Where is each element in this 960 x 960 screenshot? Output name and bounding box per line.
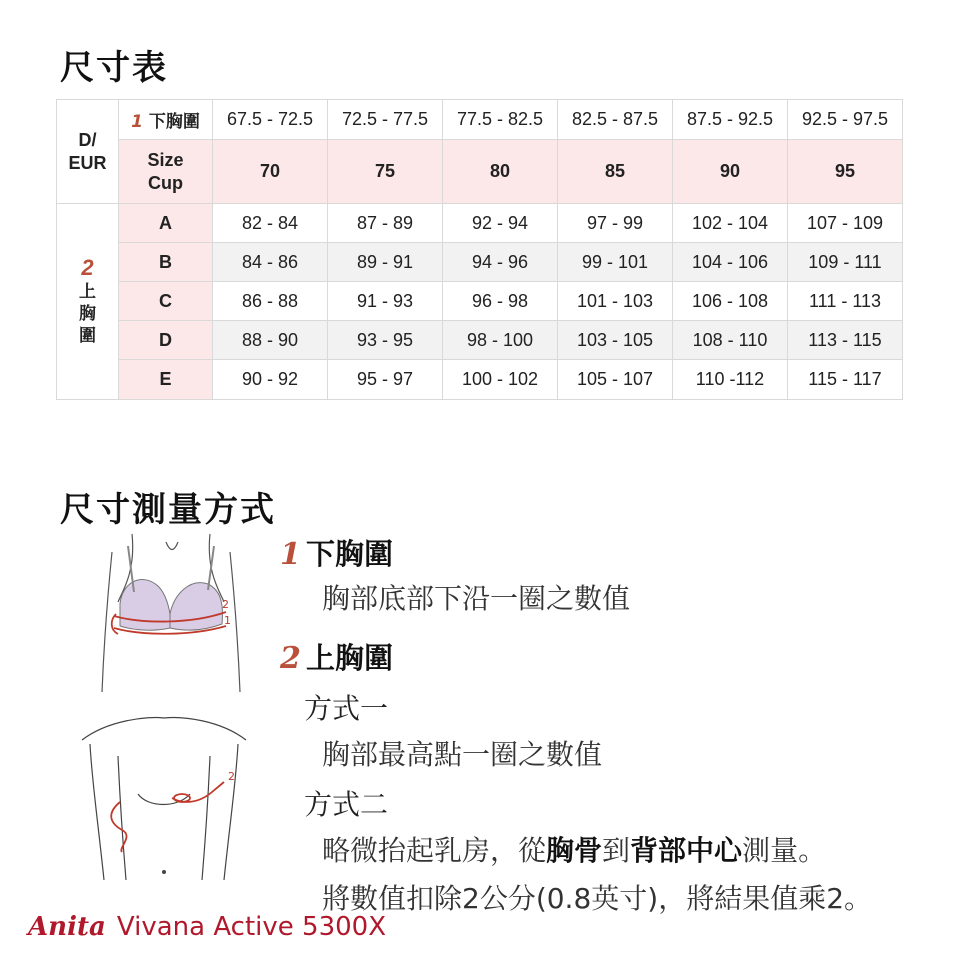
- underbust-row: [57, 100, 903, 140]
- table-cell: 98 - 100: [443, 321, 558, 360]
- overbust-label-stack: [79, 254, 96, 347]
- overbust-tape-line: [111, 802, 126, 852]
- size-value: 70: [213, 140, 328, 204]
- corner-label-eur: EUR: [68, 152, 107, 173]
- table-row: [57, 204, 903, 243]
- table-row: [57, 282, 903, 321]
- table-cell: 102 - 104: [673, 204, 788, 243]
- overbust-char: 胸: [79, 303, 96, 323]
- method-2-line-2: 將數值扣除2公分(0.8英寸)，將結果值乘2。: [322, 882, 873, 915]
- step-2: [280, 636, 872, 917]
- overbust-char: 上: [79, 281, 96, 301]
- underbust-range: 67.5 - 72.5: [213, 100, 328, 140]
- table-cell: 105 - 107: [558, 360, 673, 400]
- step-2-number: 2: [280, 641, 301, 676]
- cup-letter: D: [119, 321, 213, 360]
- table-cell: 115 - 117: [788, 360, 903, 400]
- back-center-emphasis: 背部中心: [630, 834, 743, 867]
- size-value: 95: [788, 140, 903, 204]
- anita-logo: Anita: [28, 912, 106, 942]
- underbust-range: 77.5 - 82.5: [443, 100, 558, 140]
- neck-line: [166, 542, 178, 550]
- size-value: 85: [558, 140, 673, 204]
- underbust-illustration: [92, 532, 250, 694]
- underbust-range: 72.5 - 77.5: [328, 100, 443, 140]
- table-cell: 110 -112: [673, 360, 788, 400]
- table-cell: 101 - 103: [558, 282, 673, 321]
- table-cell: 82 - 84: [213, 204, 328, 243]
- arm-outline: [90, 744, 104, 880]
- overbust-number: 2: [81, 254, 94, 280]
- size-value: 75: [328, 140, 443, 204]
- cup-letter: B: [119, 243, 213, 282]
- table-cell: 108 - 110: [673, 321, 788, 360]
- table-row: [57, 321, 903, 360]
- table-cell: 107 - 109: [788, 204, 903, 243]
- table-cell: 93 - 95: [328, 321, 443, 360]
- body-outline-right: [230, 552, 240, 692]
- arm-outline: [224, 744, 238, 880]
- table-cell: 90 - 92: [213, 360, 328, 400]
- overbust-char: 圍: [79, 325, 96, 345]
- table-cell: 86 - 88: [213, 282, 328, 321]
- brand-footer: [28, 912, 386, 942]
- step-1: [280, 532, 630, 617]
- size-label: Size: [147, 149, 184, 170]
- chest-line: [138, 794, 190, 805]
- body-outline-left: [102, 552, 112, 692]
- table-cell: 95 - 97: [328, 360, 443, 400]
- underbust-range: 92.5 - 97.5: [788, 100, 903, 140]
- overbust-side-label: [57, 204, 119, 400]
- overbust-illustration: [78, 712, 250, 884]
- cup-letter: E: [119, 360, 213, 400]
- torso-outline: [202, 756, 210, 880]
- cup-label: Cup: [148, 172, 183, 193]
- table-cell: 88 - 90: [213, 321, 328, 360]
- cup-letter: C: [119, 282, 213, 321]
- illustration-label-1: 1: [224, 614, 231, 627]
- table-cell: 84 - 86: [213, 243, 328, 282]
- table-cell: 94 - 96: [443, 243, 558, 282]
- table-cell: 91 - 93: [328, 282, 443, 321]
- table-row: [57, 243, 903, 282]
- overbust-tape-line: [172, 782, 224, 802]
- size-chart-title: 尺寸表: [60, 48, 168, 88]
- method-2-line-1: [322, 829, 872, 869]
- corner-label: [57, 100, 119, 204]
- table-cell: 103 - 105: [558, 321, 673, 360]
- sternum-emphasis: 胸骨: [546, 834, 603, 867]
- size-cup-label: [119, 140, 213, 204]
- size-value: 80: [443, 140, 558, 204]
- step-2-title: 上胸圍: [305, 641, 393, 675]
- underbust-range: 82.5 - 87.5: [558, 100, 673, 140]
- table-cell: 109 - 111: [788, 243, 903, 282]
- table-cell: 99 - 101: [558, 243, 673, 282]
- step-1-number: 1: [280, 537, 301, 572]
- illustration-label-2: 2: [228, 770, 235, 783]
- table-cell: 87 - 89: [328, 204, 443, 243]
- size-value: 90: [673, 140, 788, 204]
- method-2-text: 略微抬起乳房，從: [322, 834, 547, 867]
- measure-title: 尺寸測量方式: [60, 490, 276, 530]
- product-model: Vivana Active 5300X: [116, 912, 387, 942]
- illustration-label-2: 2: [222, 598, 229, 611]
- table-cell: 97 - 99: [558, 204, 673, 243]
- navel-mark: [162, 870, 166, 874]
- table-cell: 113 - 115: [788, 321, 903, 360]
- underbust-label: 下胸圍: [148, 112, 200, 132]
- table-cell: 92 - 94: [443, 204, 558, 243]
- table-row: [57, 360, 903, 400]
- torso-outline: [118, 756, 126, 880]
- table-cell: 89 - 91: [328, 243, 443, 282]
- step-1-title: 下胸圍: [305, 537, 393, 571]
- step-1-description: 胸部底部下沿一圈之數值: [322, 582, 631, 615]
- underbust-number: 1: [131, 112, 143, 132]
- size-chart-table: [56, 99, 903, 400]
- size-row: [57, 140, 903, 204]
- corner-label-d: D/: [78, 129, 97, 150]
- table-cell: 106 - 108: [673, 282, 788, 321]
- method-1-description: 胸部最高點一圈之數值: [322, 738, 603, 771]
- method-2-text: 到: [602, 834, 631, 867]
- method-1-label: 方式一: [304, 692, 389, 725]
- underbust-range: 87.5 - 92.5: [673, 100, 788, 140]
- method-2-label: 方式二: [304, 788, 389, 821]
- underbust-header: [119, 100, 213, 140]
- table-cell: 111 - 113: [788, 282, 903, 321]
- method-2-text: 測量。: [742, 834, 827, 867]
- table-cell: 104 - 106: [673, 243, 788, 282]
- table-cell: 100 - 102: [443, 360, 558, 400]
- table-cell: 96 - 98: [443, 282, 558, 321]
- cup-letter: A: [119, 204, 213, 243]
- shoulder-outline: [82, 718, 246, 740]
